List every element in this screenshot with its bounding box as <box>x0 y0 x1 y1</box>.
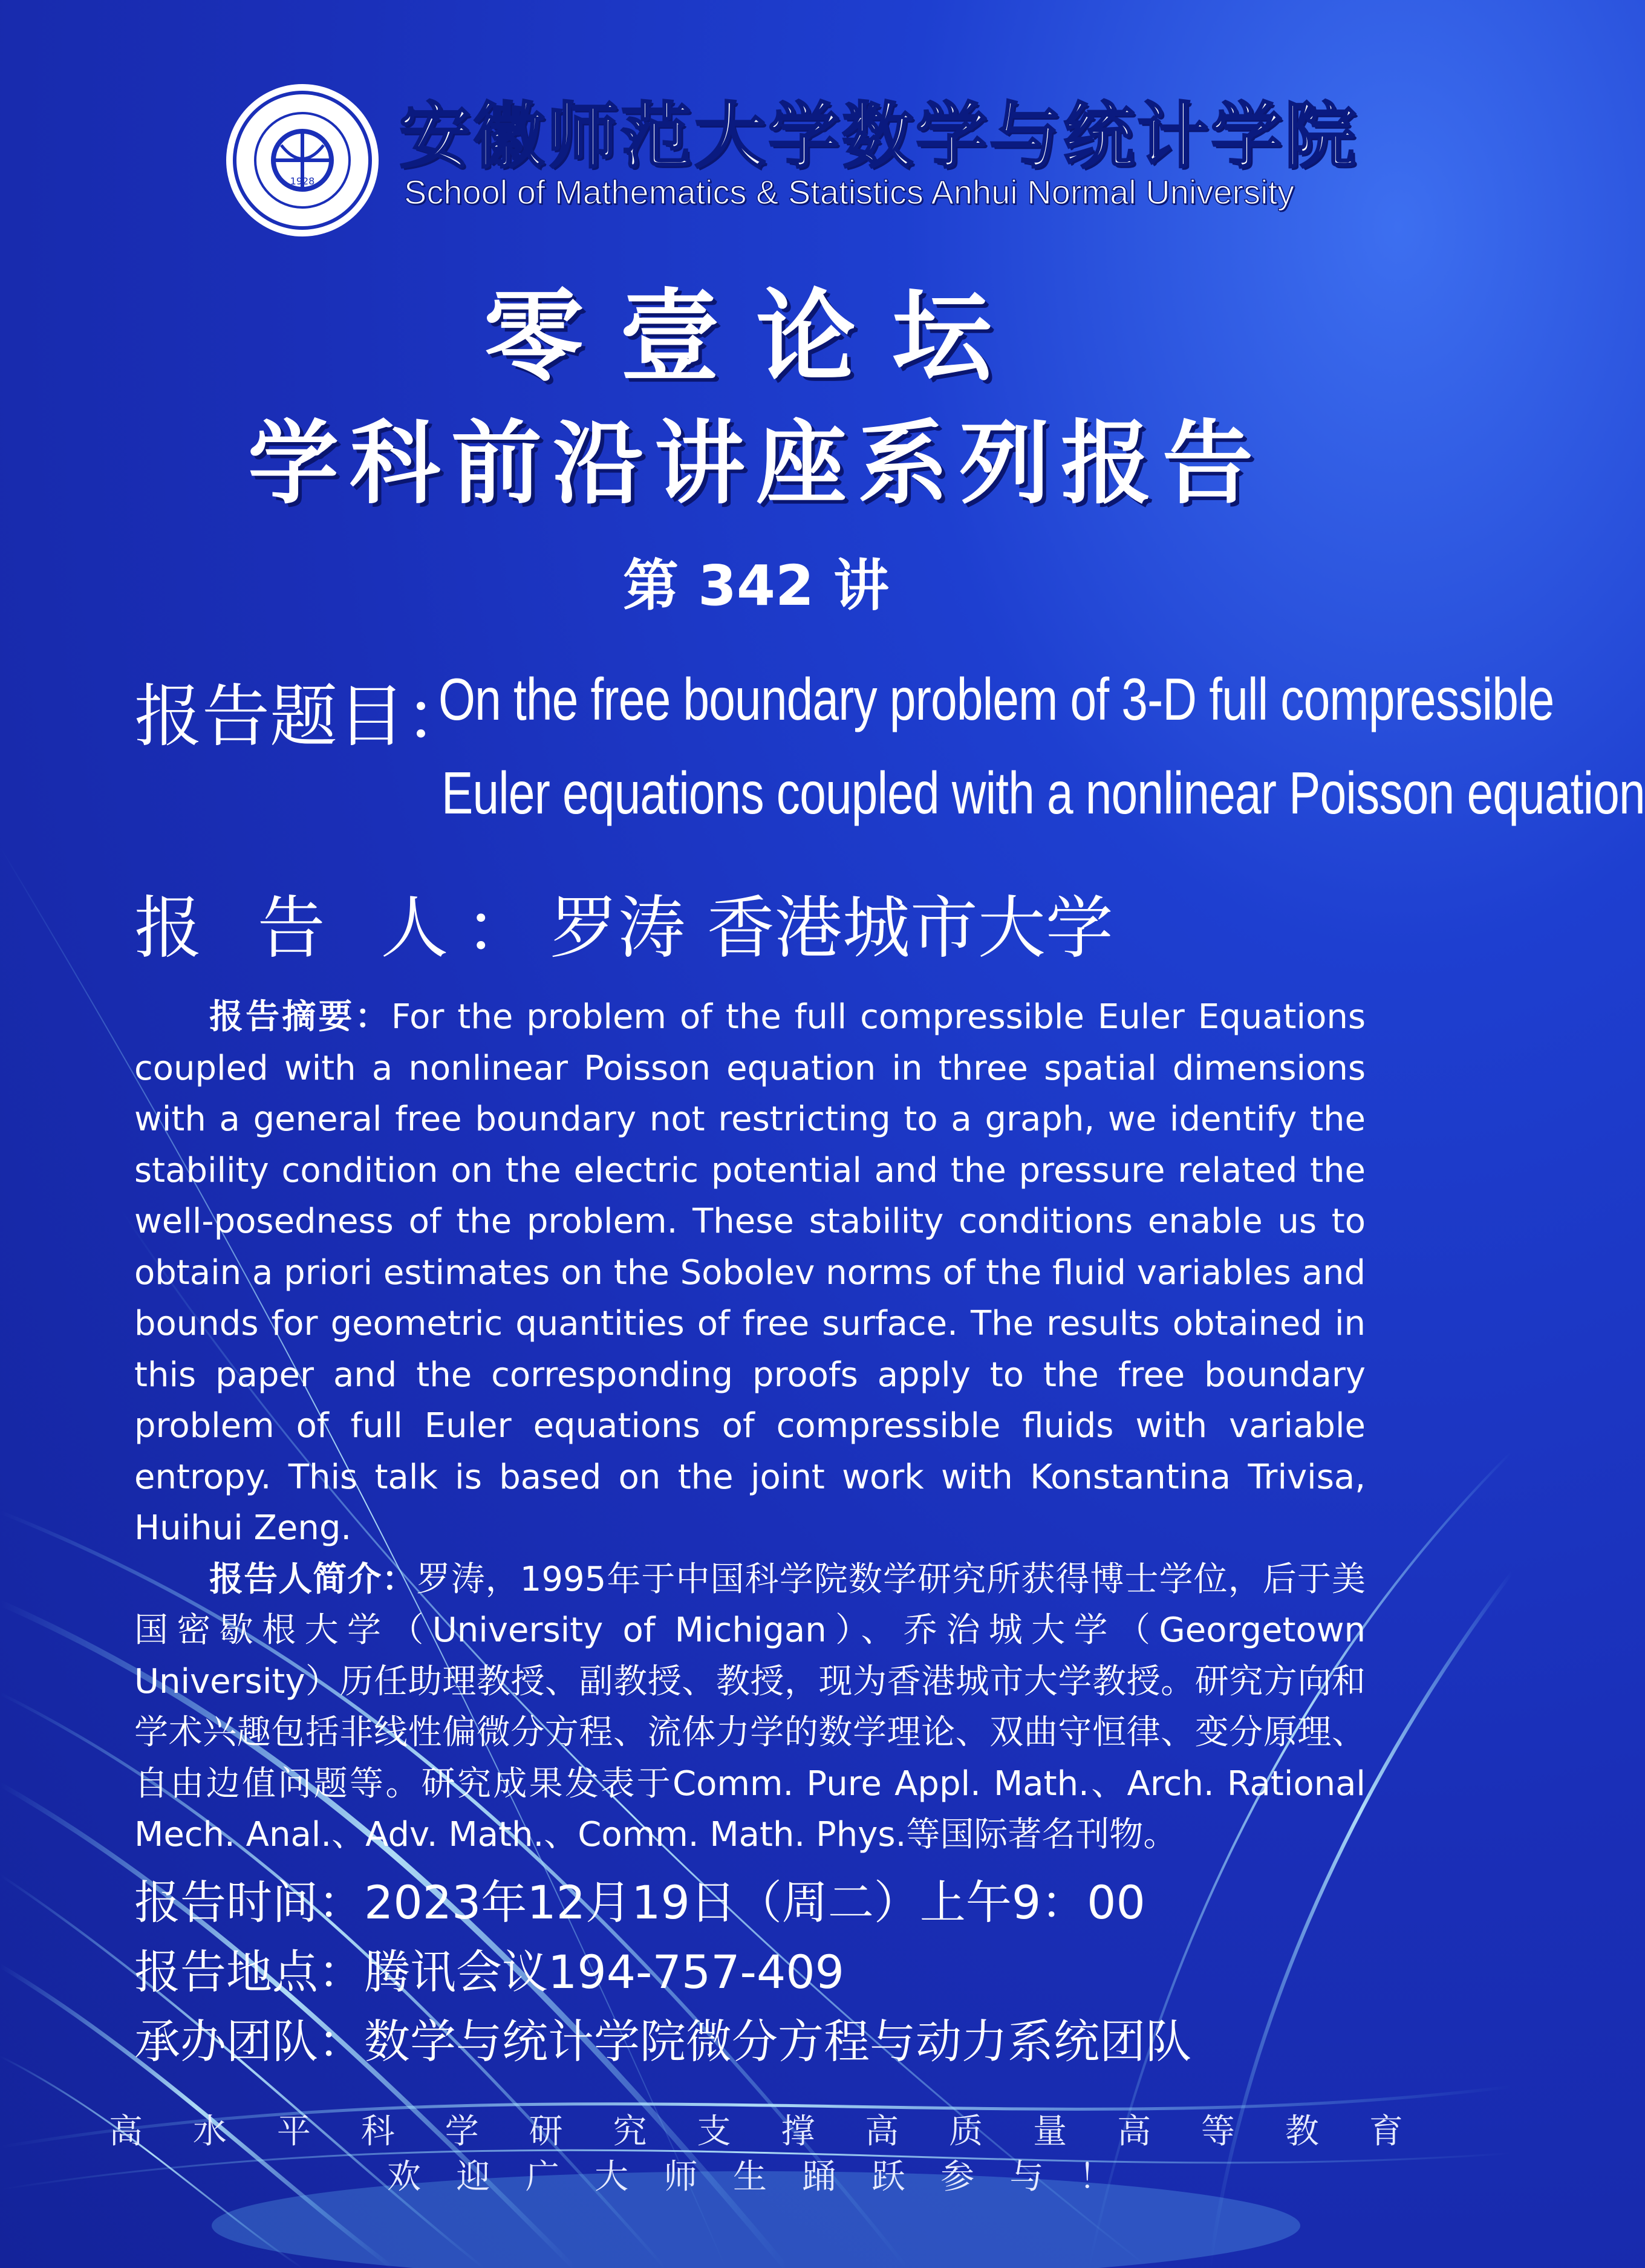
slogan-char: 教 <box>1285 2112 1319 2151</box>
info-time <box>134 1866 1145 1932</box>
forum-title: 零壹论坛 <box>484 278 1028 395</box>
place-value: 腾讯会议194-757-409 <box>364 1945 845 1999</box>
school-name-cn: 安徽师范大学数学与统计学院 <box>399 94 1359 178</box>
team-value: 数学与统计学院微分方程与动力系统团队 <box>364 2015 1191 2068</box>
time-label: 报告时间： <box>134 1875 364 1929</box>
school-name-en: School of Mathematics & Statistics Anhui Normal University <box>404 173 1295 211</box>
slogan-line-2 <box>387 2150 1113 2198</box>
series-title: 学科前沿讲座系列报告 <box>247 410 1264 516</box>
logo-year: 1928 <box>290 175 315 187</box>
bio-paragraph <box>134 1554 1366 1861</box>
slogan-char: 量 <box>1033 2112 1067 2151</box>
slogan-char: 平 <box>276 2112 311 2151</box>
slogan-char: 跃 <box>871 2157 905 2197</box>
slogan-char: 生 <box>732 2157 767 2197</box>
bio-text: 罗涛，1995年于中国科学院数学研究所获得博士学位，后于美国密歇根大学（University of Michigan）、乔治城大学（Georgetown University）历任助理教授、副教授、教授，现为香港城市大学教授。研究方向和学术兴趣包括非线性偏微分方程、流体力学的数学理论、双曲守恒律、变分原理、自由边值问题等。研究成果发表于Comm. Pure Appl. Math.、Arch. Rational Mech. Anal.、Adv. Math.、Comm. Math. Phys.等国际著名刊物。 <box>134 1559 1366 1854</box>
speaker-row <box>134 874 1113 971</box>
slogan-char: 迎 <box>456 2157 490 2197</box>
slogan-char: 撑 <box>781 2112 815 2151</box>
slogan-char: 高 <box>1117 2112 1152 2151</box>
slogan-char: 支 <box>697 2112 731 2151</box>
slogan-char: 科 <box>360 2112 395 2151</box>
slogan-char: 高 <box>865 2112 899 2151</box>
slogan-char: 质 <box>949 2112 983 2151</box>
abstract-label: 报告摘要： <box>209 997 391 1037</box>
speaker-label: 报 告 人： <box>134 889 550 968</box>
slogan-char: 踊 <box>802 2157 836 2197</box>
topic-line-2: Euler equations coupled with a nonlinear Poisson equation <box>441 760 1645 826</box>
slogan-char: 参 <box>940 2157 975 2197</box>
slogan-line-1 <box>109 2105 1403 2153</box>
slogan-char: 学 <box>445 2112 479 2151</box>
slogan-char: 师 <box>663 2157 698 2197</box>
school-logo <box>224 82 381 239</box>
slogan-char: 水 <box>192 2112 227 2151</box>
slogan-char: 研 <box>529 2112 563 2151</box>
slogan-char: 究 <box>613 2112 647 2151</box>
slogan-char: 与 <box>1009 2157 1044 2197</box>
slogan-char: ！ <box>1078 2157 1113 2197</box>
abstract-paragraph <box>134 992 1366 1554</box>
abstract-section <box>134 992 1366 1861</box>
info-team <box>134 2005 1191 2071</box>
slogan-char: 育 <box>1369 2112 1403 2151</box>
speaker-name: 罗涛 香港城市大学 <box>550 889 1113 968</box>
topic-label: 报告题目： <box>134 677 473 756</box>
team-label: 承办团队： <box>134 2015 364 2068</box>
topic-line-1: On the free boundary problem of 3-D full compressible <box>438 666 1554 732</box>
time-value: 2023年12月19日（周二）上午9：00 <box>364 1875 1145 1929</box>
slogan-char: 等 <box>1200 2112 1235 2151</box>
lecture-number: 第 342 讲 <box>622 553 890 618</box>
place-label: 报告地点： <box>134 1945 364 1999</box>
slogan-char: 欢 <box>387 2157 421 2197</box>
slogan-char: 广 <box>525 2157 559 2197</box>
bio-label: 报告人简介： <box>209 1559 417 1599</box>
slogan-char: 大 <box>594 2157 629 2197</box>
slogan-char: 高 <box>109 2112 143 2151</box>
info-place <box>134 1935 844 2001</box>
abstract-text: For the problem of the full compressible Euler Equations coupled with a nonlinear Poisson equation in three spatial dimensions with a general free boundary not restricting to a graph, we identify the stability condition on the electric potential and the pressure related the well-posedness of the problem. These stability conditions enable us to obtain a priori estimates on the Sobolev norms of the fluid variables and bounds for geometric quantities of free surface. The results obtained in this paper and the corresponding proofs apply to the free boundary problem of full Euler equations of compressible fluids with variable entropy. This talk is based on the joint work with Konstantina Trivisa, Huihui Zeng. <box>134 997 1366 1548</box>
